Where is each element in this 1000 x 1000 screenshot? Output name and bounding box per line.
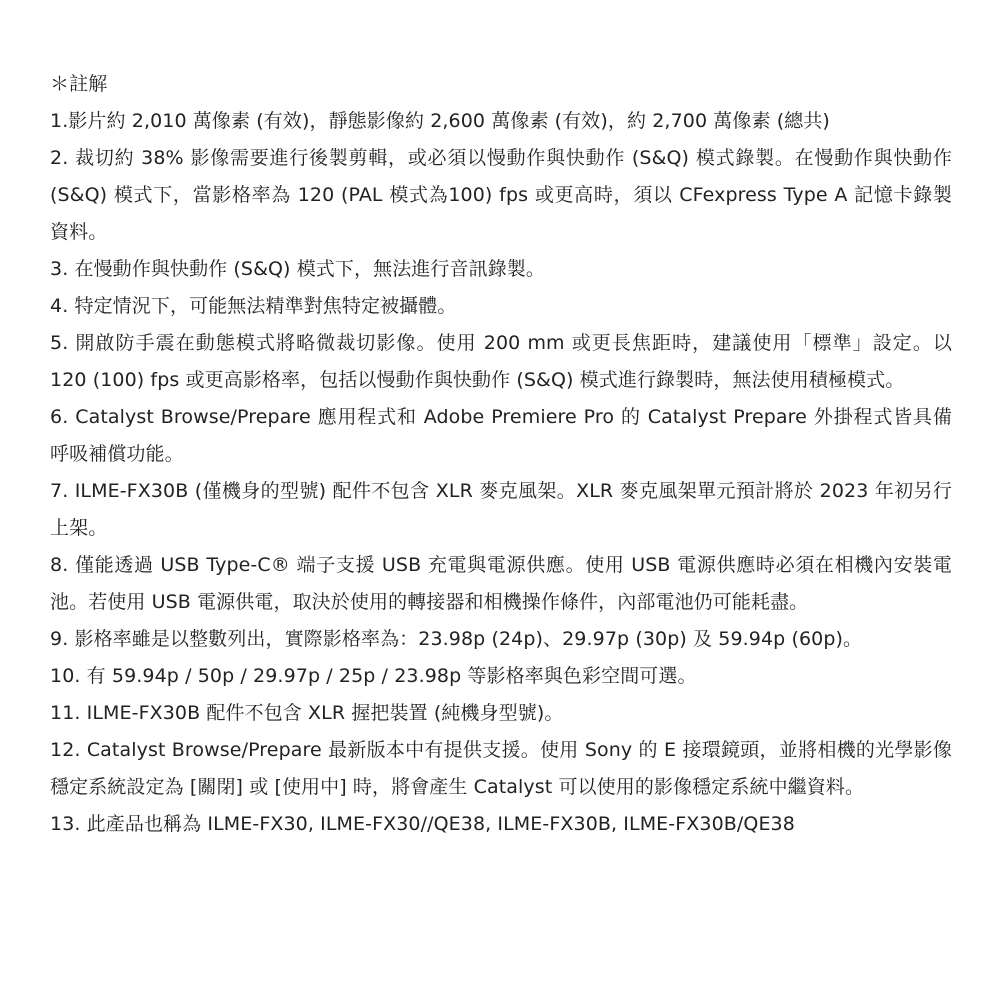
note-7: 7. ILME-FX30B (僅機身的型號) 配件不包含 XLR 麥克風架。XLR 麥克風架單元預計將於 2023 年初另行上架。 (50, 480, 952, 539)
footnotes-section (50, 66, 952, 843)
note-1: 1.影片約 2,010 萬像素 (有效)，靜態影像約 2,600 萬像素 (有效)，約 2,700 萬像素 (總共) (50, 110, 830, 132)
note-4: 4. 特定情況下，可能無法精準對焦特定被攝體。 (50, 295, 457, 317)
notes-heading: ＊註解 (50, 73, 108, 95)
note-5: 5. 開啟防手震在動態模式將略微裁切影像。使用 200 mm 或更長焦距時，建議使用「標準」設定。以 120 (100) fps 或更高影格率，包括以慢動作與快動作 (S&Q) 模式進行錄製時，無法使用積極模式。 (50, 332, 952, 391)
note-9: 9. 影格率雖是以整數列出，實際影格率為：23.98p (24p)、29.97p (30p) 及 59.94p (60p)。 (50, 628, 863, 650)
note-8: 8. 僅能透過 USB Type-C® 端子支援 USB 充電與電源供應。使用 USB 電源供應時必須在相機內安裝電池。若使用 USB 電源供電，取決於使用的轉接器和相機操作條件，內部電池仍可能耗盡。 (50, 554, 952, 613)
note-11: 11. ILME-FX30B 配件不包含 XLR 握把裝置 (純機身型號)。 (50, 702, 564, 724)
note-3: 3. 在慢動作與快動作 (S&Q) 模式下，無法進行音訊錄製。 (50, 258, 546, 280)
note-6: 6. Catalyst Browse/Prepare 應用程式和 Adobe Premiere Pro 的 Catalyst Prepare 外掛程式皆具備呼吸補償功能。 (50, 406, 952, 465)
note-2: 2. 裁切約 38% 影像需要進行後製剪輯，或必須以慢動作與快動作 (S&Q) 模式錄製。在慢動作與快動作 (S&Q) 模式下，當影格率為 120 (PAL 模式為100) fps 或更高時，須以 CFexpress Type A 記憶卡錄製資料。 (50, 147, 952, 243)
note-12: 12. Catalyst Browse/Prepare 最新版本中有提供支援。使用 Sony 的 E 接環鏡頭，並將相機的光學影像穩定系統設定為 [關閉] 或 [使用中] 時，將會產生 Catalyst 可以使用的影像穩定系統中繼資料。 (50, 739, 952, 798)
note-13: 13. 此產品也稱為 ILME-FX30, ILME-FX30//QE38, ILME-FX30B, ILME-FX30B/QE38 (50, 813, 795, 835)
note-10: 10. 有 59.94p / 50p / 29.97p / 25p / 23.98p 等影格率與色彩空間可選。 (50, 665, 697, 687)
